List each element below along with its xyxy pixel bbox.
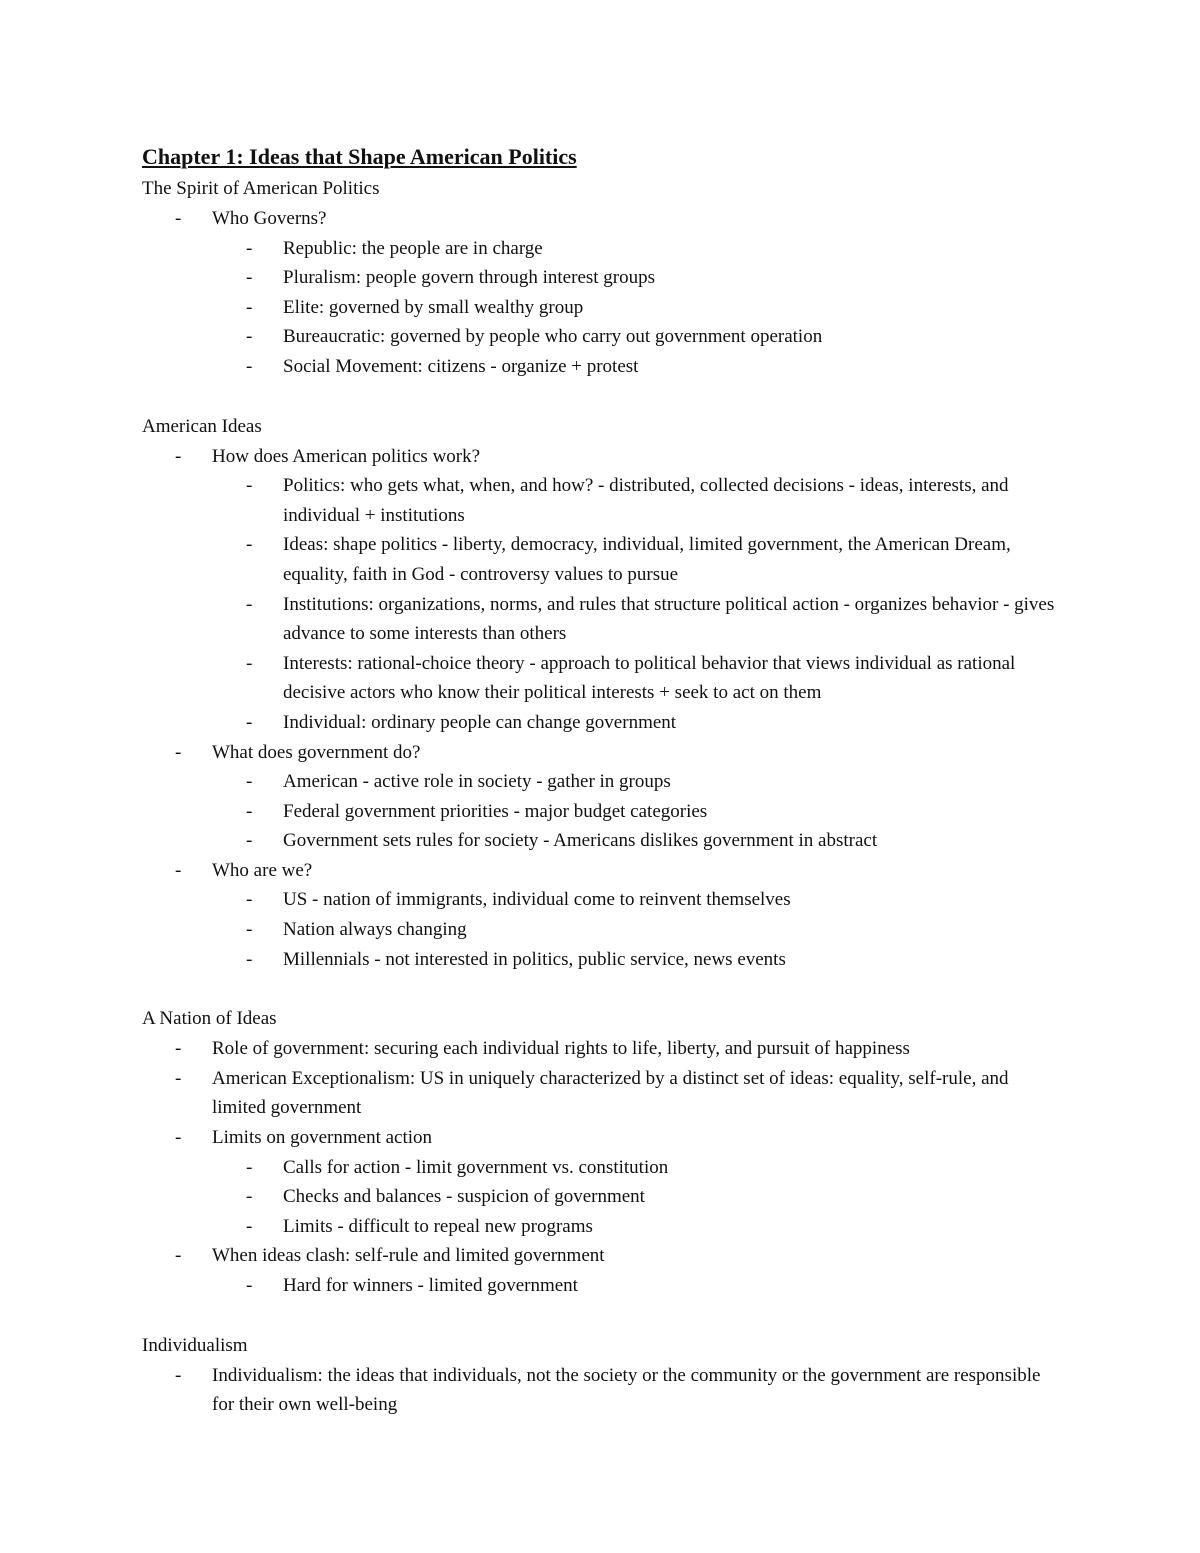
bullet-dash: - [246, 237, 253, 259]
bullet-item [142, 856, 1062, 886]
sub-bullet-text: Pluralism: people govern through interest groups [283, 267, 656, 289]
section [142, 1004, 1062, 1300]
sub-bullet-text: Ideas: shape politics - liberty, democracy, individual, limited government, the American Dream, equality, faith in God - controversy values to pursue [283, 534, 1011, 585]
sub-bullet-item [142, 1182, 1062, 1212]
sub-bullet-item [142, 234, 1062, 264]
bullet-text: How does American politics work? [212, 445, 481, 467]
section [142, 174, 1062, 382]
bullet-dash: - [246, 771, 253, 793]
sub-bullet-text: Government sets rules for society - Americans dislikes government in abstract [283, 830, 878, 852]
sections-container [142, 174, 1062, 1420]
bullet-item [142, 1064, 1062, 1123]
sub-bullet-text: US - nation of immigrants, individual come to reinvent themselves [283, 889, 791, 911]
sub-bullet-item [142, 293, 1062, 323]
bullet-dash: - [175, 741, 182, 763]
section-heading: Individualism [142, 1334, 248, 1356]
bullet-item [142, 1241, 1062, 1271]
section-heading: American Ideas [142, 415, 262, 437]
sub-bullet-text: Checks and balances - suspicion of government [283, 1186, 645, 1208]
sub-bullet-text: Nation always changing [283, 919, 467, 941]
bullet-text: What does government do? [212, 741, 421, 763]
sub-bullet-text: Individual: ordinary people can change government [283, 711, 677, 733]
sub-bullet-item [142, 915, 1062, 945]
sub-bullet-item [142, 708, 1062, 738]
sub-bullet-text: Calls for action - limit government vs. constitution [283, 1156, 669, 1178]
sub-bullet-text: Millennials - not interested in politics, public service, news events [283, 948, 786, 970]
bullet-text: Individualism: the ideas that individuals, not the society or the community or the government are responsible for their own well-being [212, 1364, 1041, 1416]
bullet-dash: - [175, 859, 182, 881]
bullet-text: Who Governs? [212, 208, 327, 229]
sub-bullet-text: Limits - difficult to repeal new programs [283, 1215, 593, 1237]
bullet-text: Role of government: securing each individual rights to life, liberty, and pursuit of happiness [212, 1038, 910, 1060]
bullet-text: When ideas clash: self-rule and limited government [212, 1245, 605, 1267]
bullet-text: Who are we? [212, 859, 313, 881]
bullet-item [142, 1034, 1062, 1064]
sub-bullet-text: Federal government priorities - major budget categories [283, 800, 708, 822]
bullet-item [142, 204, 1062, 234]
bullet-dash: - [246, 326, 253, 348]
sub-bullet-text: Bureaucratic: governed by people who carry out government operation [283, 326, 823, 348]
sub-bullet-item [142, 826, 1062, 856]
bullet-dash: - [246, 948, 253, 970]
bullet-dash: - [246, 1275, 253, 1296]
sub-bullet-item [142, 945, 1062, 975]
bullet-dash: - [246, 593, 253, 615]
bullet-item [142, 442, 1062, 472]
bullet-text: Limits on government action [212, 1127, 433, 1149]
bullet-dash: - [246, 1156, 253, 1178]
sub-bullet-text: American - active role in society - gather in groups [283, 771, 671, 793]
sub-bullet-item [142, 1212, 1062, 1242]
sub-bullet-item [142, 471, 1062, 530]
bullet-dash: - [175, 1127, 182, 1149]
bullet-dash: - [246, 652, 253, 674]
sub-bullet-text: Hard for winners - limited government [283, 1275, 578, 1296]
bullet-dash: - [246, 800, 253, 822]
bullet-dash: - [246, 296, 253, 318]
bullet-dash: - [246, 534, 253, 556]
bullet-dash: - [175, 445, 182, 467]
bullet-dash: - [246, 889, 253, 911]
sub-bullet-text: Social Movement: citizens - organize + protest [283, 355, 639, 377]
bullet-item [142, 1361, 1062, 1420]
bullet-dash: - [246, 475, 253, 497]
sub-bullet-item [142, 1153, 1062, 1183]
bullet-dash: - [246, 919, 253, 941]
bullet-dash: - [246, 830, 253, 852]
sub-bullet-item [142, 322, 1062, 352]
bullet-dash: - [246, 1215, 253, 1237]
page-title: Chapter 1: Ideas that Shape American Politics [142, 144, 577, 169]
sub-bullet-item [142, 1271, 1062, 1301]
sub-bullet-item [142, 590, 1062, 649]
sub-bullet-item [142, 530, 1062, 589]
bullet-dash: - [175, 1038, 182, 1060]
sub-bullet-item [142, 263, 1062, 293]
sub-bullet-item [142, 352, 1062, 382]
notes-body [142, 140, 1062, 1450]
bullet-dash: - [175, 208, 182, 229]
sub-bullet-text: Republic: the people are in charge [283, 237, 543, 259]
section [142, 412, 1062, 975]
sub-bullet-item [142, 767, 1062, 797]
bullet-dash: - [246, 711, 253, 733]
section [142, 1331, 1062, 1420]
sub-bullet-item [142, 885, 1062, 915]
sub-bullet-item [142, 797, 1062, 827]
sub-bullet-text: Interests: rational-choice theory - approach to political behavior that views individual as rational decisive actors who know their political interests + seek to act on them [283, 652, 1016, 704]
section-heading: The Spirit of American Politics [142, 178, 380, 199]
bullet-item [142, 1123, 1062, 1153]
section-heading: A Nation of Ideas [142, 1008, 277, 1030]
bullet-dash: - [175, 1245, 182, 1267]
bullet-item [142, 738, 1062, 768]
bullet-dash: - [246, 1186, 253, 1208]
bullet-dash: - [246, 267, 253, 289]
bullet-dash: - [246, 355, 253, 377]
sub-bullet-text: Institutions: organizations, norms, and rules that structure political action - organizes behavior - gives advance to some interests than others [283, 593, 1055, 645]
bullet-text: American Exceptionalism: US in uniquely characterized by a distinct set of ideas: equality, self-rule, and limited government [212, 1067, 1009, 1119]
bullet-dash: - [175, 1364, 182, 1386]
bullet-dash: - [175, 1067, 182, 1089]
sub-bullet-text: Elite: governed by small wealthy group [283, 296, 584, 318]
sub-bullet-item [142, 649, 1062, 708]
sub-bullet-text: Politics: who gets what, when, and how? - distributed, collected decisions - ideas, interests, and individual + institutions [283, 475, 1009, 526]
